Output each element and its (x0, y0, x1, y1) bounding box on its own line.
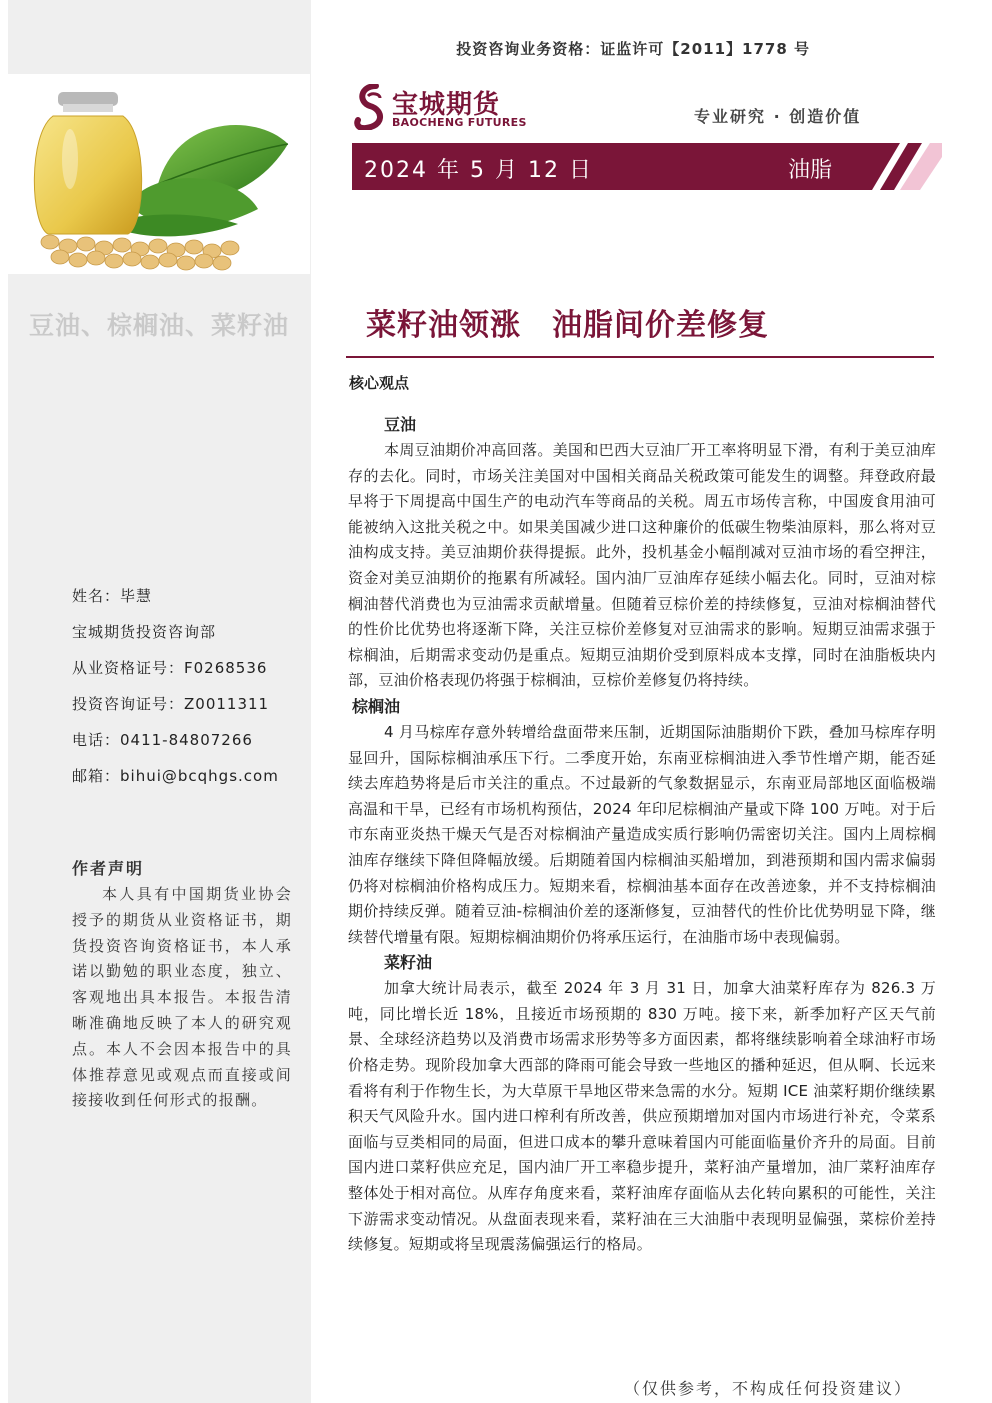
qualification-number: 从业资格证号：F0268536 (72, 659, 268, 677)
footer-disclaimer: （仅供参考，不构成任何投资建议） (624, 1379, 913, 1398)
report-category: 油脂 (788, 158, 833, 183)
section-title-rapeseed-oil: 菜籽油 (384, 953, 433, 973)
declaration-title: 作者声明 (72, 859, 145, 878)
title-divider (346, 356, 934, 358)
core-heading: 核心观点 (349, 374, 410, 392)
section-body-soybean-oil: 本周豆油期价冲高回落。美国和巴西大豆油厂开工率将明显下滑，有利于美豆油库存的去化。同时，市场关注美国对中国相关商品关税政策可能发生的调整。拜登政府最早将于下周提高中国生产的电动汽车等商品的关税。周五市场传言称，中国废食用油可能被纳入这批关税之中。如果美国减少进口这种廉价的低碳生物柴油原料，那么将对豆油构成支持。美豆油期价获得提振。此外，投机基金小幅削减对豆油市场的看空押注，资金对美豆油期价的拖累有所减轻。国内油厂豆油库存延续小幅去化。同时，豆油对棕榈油替代消费也为豆油需求贡献增量。但随着豆棕价差的持续修复，豆油对棕榈油替代的性价比优势也将逐渐下降，关注豆棕价差修复对豆油需求的影响。短期豆油需求强于棕榈油，后期需求变动仍是重点。短期豆油期价受到原料成本支撑，同时在油脂板块内部，豆油价格表现仍将强于棕榈油，豆棕价差修复仍将持续。 (348, 441, 936, 690)
logo-mark-icon (354, 84, 388, 130)
sidebar-title: 豆油、棕榈油、菜籽油 (28, 311, 289, 340)
author-name: 姓名：毕慧 (72, 587, 153, 605)
soybean-oil-image (8, 74, 310, 274)
report-date: 2024 年 5 月 12 日 (364, 158, 593, 183)
section-body-rapeseed-oil: 加拿大统计局表示，截至 2024 年 3 月 31 日，加拿大油菜籽库存为 826.3 万吨，同比增长近 18%，且接近市场预期的 830 万吨。接下来，新季加籽产区天气前景、全球经济趋势以及消费市场需求形势等多方面因素，都将继续影响着全球油籽市场价格走势。现阶段加拿大西部的降雨可能会导致一些地区的播种延迟，但从啊、长远来看将有利于作物生长，为大草原干旱地区带来急需的水分。短期 ICE 油菜籽期价继续累积天气风险升水。国内进口榨利有所改善，供应预期增加对国内市场进行补充，令菜系面临与豆类相同的局面，但进口成本的攀升意味着国内可能面临量价齐升的局面。目前国内进口菜籽供应充足，国内油厂开工率稳步提升，菜籽油产量增加，油厂菜籽油库存整体处于相对高位。从库存角度来看，菜籽油库存面临从去化转向累积的可能性，关注下游需求变动情况。从盘面表现来看，菜籽油在三大油脂中表现明显偏强，菜棕价差持续修复。短期或将呈现震荡偏强运行的格局。 (348, 979, 936, 1254)
declaration-body: 本人具有中国期货业协会授予的期货从业资格证书，期货投资咨询资格证书，本人承诺以勤勉的职业态度，独立、客观地出具本报告。本报告清晰准确地反映了本人的研究观点。本人不会因本报告中的具体推荐意见或观点而直接或间接接收到任何形式的报酬。 (72, 885, 292, 1110)
author-contact (72, 584, 279, 800)
logo-english: BAOCHENG FUTURES (392, 116, 527, 129)
section-body-palm-oil: 4 月马棕库存意外转增给盘面带来压制，近期国际油脂期价下跌，叠加马棕库存明显回升，国际棕榈油承压下行。二季度开始，东南亚棕榈油进入季节性增产期，能否延续去库趋势将是后市关注的重点。不过最新的气象数据显示，东南亚局部地区面临极端高温和干旱，已经有市场机构预估，2024 年印尼棕榈油产量或下降 100 万吨。对于后市东南亚炎热干燥天气是否对棕榈油产量造成实质行影响仍需密切关注。国内上周棕榈油库存继续下降但降幅放缓。后期随着国内棕榈油买船增加，到港预期和国内需求偏弱仍将对棕榈油价格构成压力。短期来看，棕榈油基本面存在改善迹象，并不支持棕榈油期价持续反弹。随着豆油-棕榈油价差的逐渐修复，豆油替代的性价比优势明显下降，继续替代增量有限。短期棕榈油期价仍将承压运行，在油脂市场中表现偏弱。 (348, 722, 936, 946)
report-title: 菜籽油领涨 油脂间价差修复 (366, 308, 769, 343)
consulting-number: 投资咨询证号：Z0011311 (72, 695, 270, 713)
section-title-palm-oil: 棕榈油 (352, 696, 401, 716)
email-address: 邮箱：bihui@bcqhgs.com (72, 767, 279, 785)
logo-chinese: 宝城期货 (392, 90, 501, 120)
phone-number: 电话：0411-84807266 (72, 731, 253, 749)
report-content (348, 412, 936, 1258)
section-title-soybean-oil: 豆油 (384, 415, 417, 434)
slogan: 专业研究 · 创造价值 (694, 107, 862, 126)
license-line: 投资咨询业务资格：证监许可【2011】1778 号 (456, 40, 810, 58)
soybean-oil-illustration (8, 74, 310, 274)
company-logo (354, 84, 527, 134)
author-department: 宝城期货投资咨询部 (72, 623, 217, 641)
